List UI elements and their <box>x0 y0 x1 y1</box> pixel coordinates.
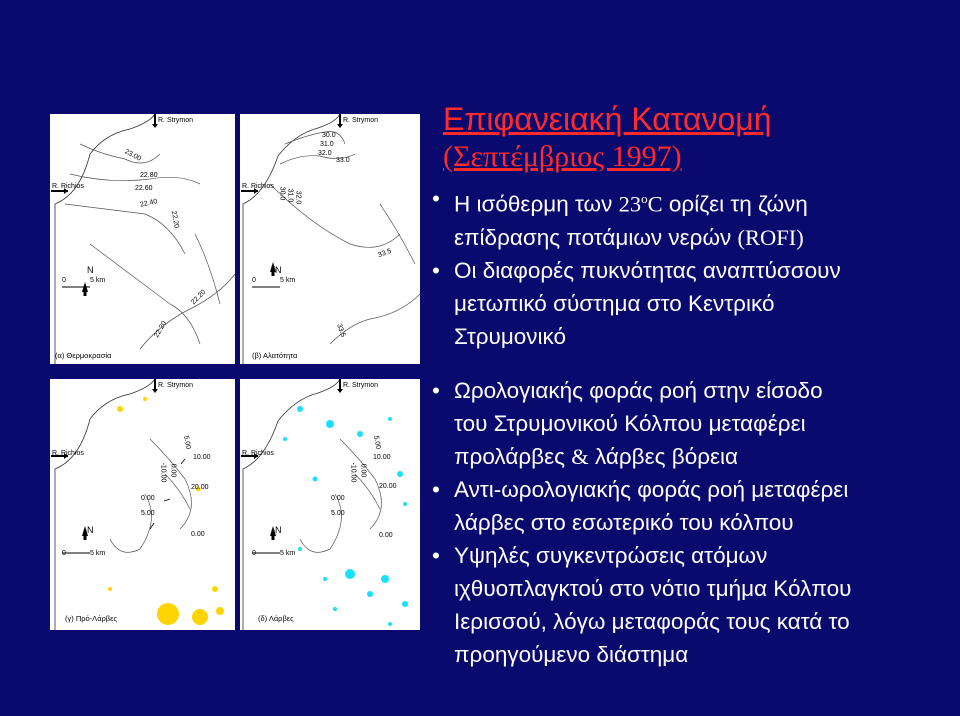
contour-label: 23.00 <box>123 148 143 163</box>
contour-label: 30.0 <box>278 186 286 201</box>
coastline-contours-c <box>50 379 235 630</box>
river-richios-label: R. Richios <box>52 183 84 190</box>
contour-label: 20.00 <box>379 483 397 490</box>
map-larvae <box>240 379 420 630</box>
bullet-item: • Ωρολογιακής φοράς ροή στην είσοδο του Στρυμονικού Κόλπου μεταφέρει προλάρβες & λάρβες βόρεια <box>428 374 851 473</box>
river-strymon-label: R. Strymon <box>343 382 379 389</box>
contour-label: 31.0 <box>320 141 334 148</box>
contour-label: 0.00 <box>191 531 205 538</box>
contour-label: 22.40 <box>139 198 159 209</box>
scale-five-km: 5 km <box>90 277 106 284</box>
contour-label: 0.00 <box>379 532 393 539</box>
contour-label: 0.00 <box>359 463 367 478</box>
contour-label: 22.20 <box>190 288 208 307</box>
contour-label: 22.80 <box>140 172 158 179</box>
river-strymon-label: R. Strymon <box>343 117 379 124</box>
contour-label: 5.00 <box>331 510 345 517</box>
map-caption: (γ) Πρό-Λάρβες <box>65 614 118 623</box>
bullet-list-top <box>428 182 841 353</box>
map-salinity <box>240 114 420 364</box>
contour-label: 33.5 <box>335 322 347 339</box>
contour-label: 22.60 <box>135 185 153 192</box>
contour-label: 31.0 <box>286 188 294 203</box>
bullet-item: • Η ισόθερμη των 23$^o$C ορίζει τη ζώνη επίδρασης ποτάμιων νερών (ROFI) <box>428 182 841 254</box>
scale-five-km: 5 km <box>90 550 106 557</box>
title-line-2: (Σεπτέμβριος 1997) <box>443 140 682 173</box>
map-temperature <box>50 114 235 364</box>
contour-label: 20.00 <box>191 484 209 491</box>
contour-label: 10.00 <box>193 454 211 461</box>
river-richios-label: R. Richios <box>52 450 84 457</box>
north-label: N <box>87 265 94 275</box>
river-strymon-label: R. Strymon <box>158 117 194 124</box>
river-richios-label: R. Richios <box>242 183 274 190</box>
map-caption: (β) Αλατότητα <box>252 351 298 360</box>
contour-label: 5.00 <box>372 435 382 450</box>
contour-label: 33.0 <box>336 157 350 164</box>
contour-label: 0.00 <box>169 463 177 478</box>
scale-five-km: 5 km <box>280 277 296 284</box>
north-label: N <box>275 525 282 535</box>
contour-label: -10.00 <box>159 462 167 483</box>
title-line-1: Επιφανειακή Κατανομή <box>443 101 772 137</box>
contour-label: 32.0 <box>318 150 332 157</box>
map-prelarvae <box>50 379 235 630</box>
bullet-list-bottom <box>428 374 851 671</box>
bullet-item: • Αντι-ωρολογιακής φοράς ροή μεταφέρει λάρβες στο εσωτερικό του κόλπου <box>428 473 851 539</box>
contour-label: 5.00 <box>182 435 192 450</box>
bullet-item: • Οι διαφορές πυκνότητας αναπτύσσουν μετωπικό σύστημα στο Κεντρικό Στρυμονικό <box>428 254 841 353</box>
coastline-contours-a <box>50 114 235 364</box>
contour-label: 0.00 <box>331 495 345 502</box>
contour-label: 5.00 <box>141 510 155 517</box>
contour-label: 22.20 <box>153 320 169 339</box>
contour-label: 30.0 <box>322 132 336 139</box>
river-strymon-label: R. Strymon <box>158 382 194 389</box>
bullet-item: • Υψηλές συγκεντρώσεις ατόμων ιχθυοπλαγκτού στο νότιο τμήμα Κόλπου Ιερισσού, λόγω μεταφοράς τους κατά το προηγούμενο διάστημα <box>428 539 851 671</box>
map-caption: (α) Θερμοκρασία <box>55 351 112 360</box>
scale-zero: 0 <box>252 550 256 557</box>
north-label: N <box>275 265 282 275</box>
scale-zero: 0 <box>252 277 256 284</box>
coastline-contours-d <box>240 379 420 630</box>
north-label: N <box>87 525 94 535</box>
contour-label: 22.20 <box>169 210 180 229</box>
contour-label: 10.00 <box>373 454 391 461</box>
scale-zero: 0 <box>62 550 66 557</box>
contour-label: 33.5 <box>377 247 393 260</box>
river-richios-label: R. Richios <box>242 450 274 457</box>
contour-label: -10.00 <box>349 462 357 483</box>
contour-label: 0.00 <box>141 495 155 502</box>
slide-title <box>443 100 772 176</box>
scale-zero: 0 <box>62 277 66 284</box>
scale-five-km: 5 km <box>280 550 296 557</box>
map-caption: (δ) Λάρβες <box>258 614 294 623</box>
contour-label: 32.0 <box>294 190 302 205</box>
